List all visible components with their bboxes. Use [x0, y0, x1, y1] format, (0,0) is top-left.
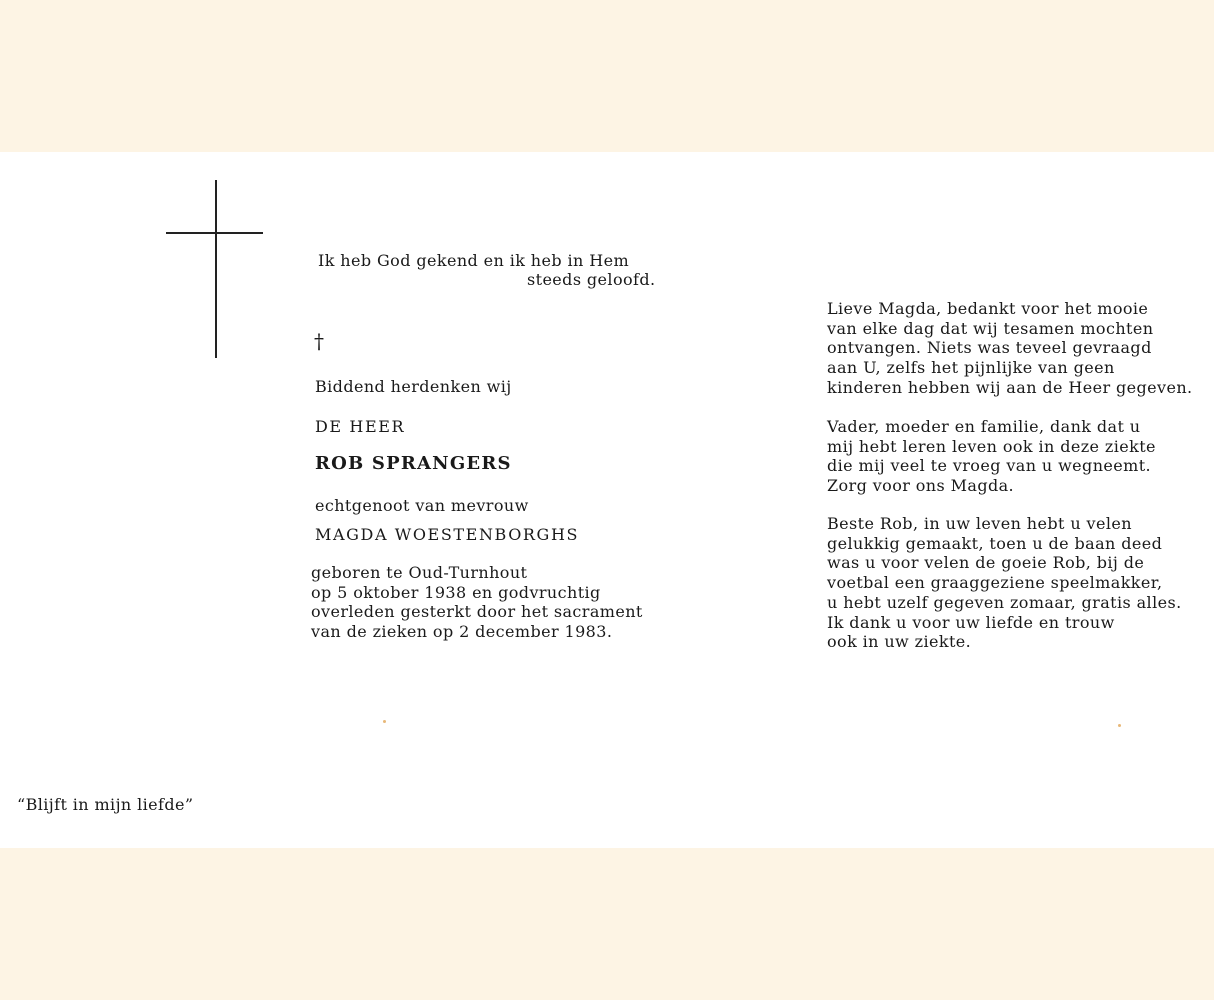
message-line: mij hebt leren leven ook in deze ziekte	[827, 436, 1156, 456]
message-paragraph-1	[827, 299, 1193, 398]
spouse-name: MAGDA WOESTENBORGHS	[315, 525, 580, 544]
message-line: ook in uw ziekte.	[827, 632, 972, 652]
message-paragraph-3	[827, 514, 1182, 652]
message-line: Beste Rob, in uw leven hebt u velen	[827, 514, 1132, 533]
detail-line: overleden gesterkt door het sacrament	[311, 602, 643, 622]
footer-quote: “Blijft in mijn liefde”	[17, 795, 194, 814]
detail-line: op 5 oktober 1938 en godvruchtig	[311, 582, 601, 602]
paper-speck	[1118, 724, 1121, 727]
message-line: van elke dag dat wij tesamen mochten	[827, 318, 1154, 338]
message-line: voetbal een graaggeziene speelmakker,	[827, 573, 1163, 593]
message-line: kinderen hebben wij aan de Heer gegeven.	[827, 377, 1193, 397]
cross-icon-horizontal	[166, 232, 263, 234]
message-line: Ik dank u voor uw liefde en trouw	[827, 612, 1115, 632]
message-paragraph-2	[827, 417, 1156, 496]
motto-line-2: steeds geloofd.	[527, 270, 656, 289]
message-line: Lieve Magda, bedankt voor het mooie	[827, 299, 1149, 318]
message-line: ontvangen. Niets was teveel gevraagd	[827, 338, 1152, 358]
memorial-title: DE HEER	[315, 417, 406, 436]
message-line: die mij veel te vroeg van u wegneemt.	[827, 456, 1152, 476]
memorial-intro: Biddend herdenken wij	[315, 377, 512, 396]
memorial-card	[0, 152, 1214, 848]
deceased-name: ROB SPRANGERS	[315, 453, 512, 474]
cross-icon-vertical	[215, 180, 217, 358]
message-line: u hebt uzelf gegeven zomaar, gratis alles.	[827, 592, 1182, 612]
message-line: aan U, zelfs het pijnlijke van geen	[827, 358, 1115, 378]
message-line: was u voor velen de goeie Rob, bij de	[827, 553, 1145, 573]
detail-line: geboren te Oud-Turnhout	[311, 563, 528, 582]
message-line: Vader, moeder en familie, dank dat u	[827, 417, 1141, 436]
motto-line-1: Ik heb God gekend en ik heb in Hem	[318, 251, 630, 270]
small-cross-icon: †	[314, 329, 324, 353]
paper-speck	[383, 720, 386, 723]
message-line: Zorg voor ons Magda.	[827, 476, 1015, 496]
detail-line: van de zieken op 2 december 1983.	[311, 622, 613, 642]
spouse-intro: echtgenoot van mevrouw	[315, 496, 529, 515]
message-line: gelukkig gemaakt, toen u de baan deed	[827, 533, 1163, 553]
memorial-details	[311, 563, 643, 642]
